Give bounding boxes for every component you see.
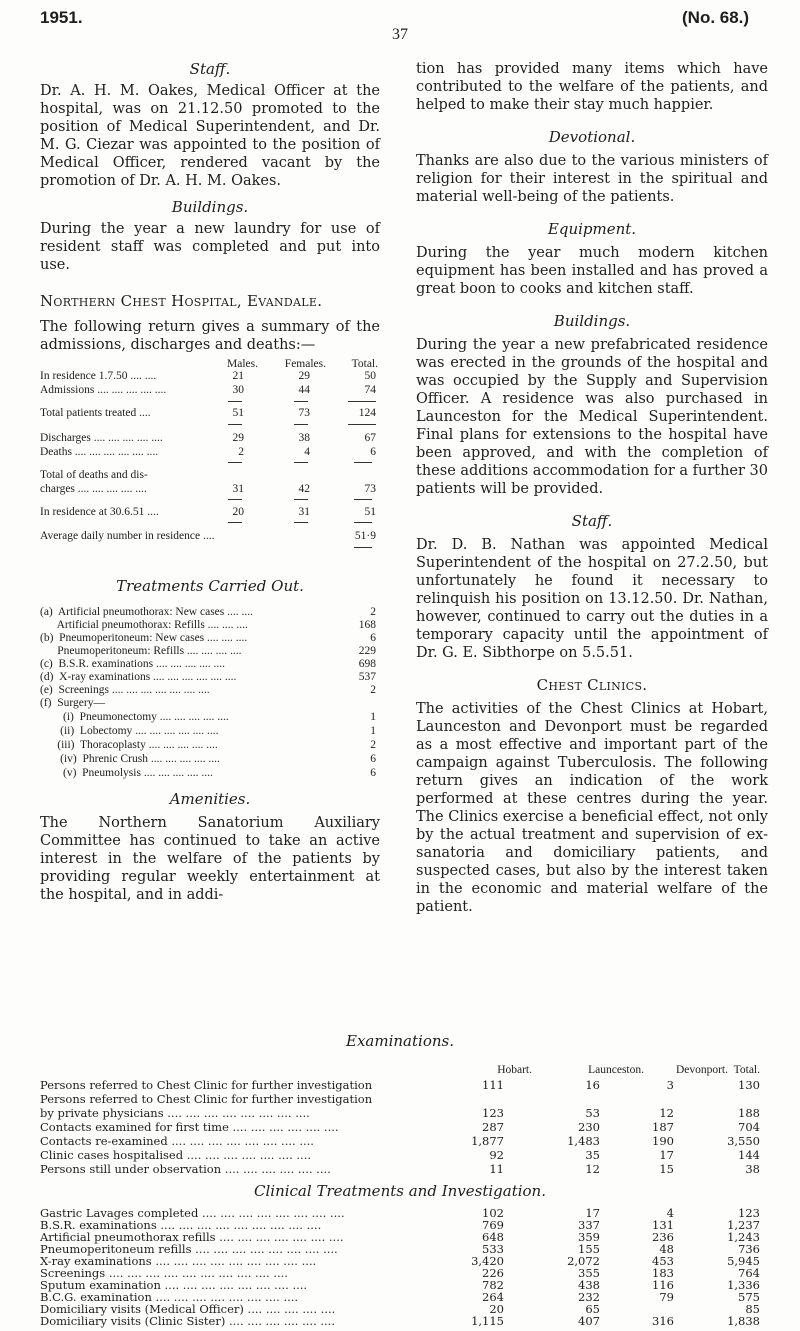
table-row: Total of deaths and dis- xyxy=(40,469,148,481)
col-launceston: Launceston. xyxy=(588,1064,644,1076)
list-item: (v) Pneumolysis .... .... .... .... .... 6 xyxy=(40,767,376,779)
buildings-paragraph: During the year a new laundry for use of resident staff was completed and put into use. xyxy=(40,221,380,273)
table-row: Admissions .... .... .... .... .... 30 44 74 xyxy=(40,384,376,396)
right-column xyxy=(416,60,768,916)
table-row: Discharges .... .... .... .... .... 29 38 67 xyxy=(40,432,376,444)
table-row: by private physicians .... .... .... .... .... .... .... .... 123 53 12 188 xyxy=(40,1106,760,1120)
table-row: Total patients treated .... 51 73 124 xyxy=(40,407,376,419)
rule xyxy=(294,522,308,523)
table-row: Contacts re-examined .... .... .... .... .... .... .... .... 1,877 1,483 190 3,550 xyxy=(40,1134,760,1148)
examinations-rows xyxy=(40,1078,800,1188)
devotional-heading: Devotional. xyxy=(548,128,636,146)
staff-heading: Staff. xyxy=(189,60,231,78)
table-row: X-ray examinations .... .... .... .... .... .... .... .... .... 3,420 2,072 453 5,945 xyxy=(40,1254,760,1268)
table-row: Artificial pneumothorax refills .... .... .... .... .... .... .... 648 359 236 1,243 xyxy=(40,1230,760,1244)
clinical-heading: Clinical Treatments and Investigation. xyxy=(254,1182,546,1200)
examinations-section xyxy=(0,1032,800,1050)
col-devonport: Devonport. xyxy=(675,1064,728,1076)
table-row: Gastric Lavages completed .... .... .... .... .... .... .... .... 102 17 4 123 xyxy=(40,1206,760,1220)
list-item: Pneumoperitoneum: Refills .... .... .... .... 229 xyxy=(40,645,376,657)
header-total: Total. xyxy=(351,358,378,370)
table-row: Sputum examination .... .... .... .... .... .... .... .... 782 438 116 1,336 xyxy=(40,1278,760,1292)
rule xyxy=(354,499,372,500)
left-column xyxy=(40,60,380,354)
rule xyxy=(354,547,372,548)
rule xyxy=(348,424,376,425)
table-row: In residence at 30.6.51 .... 20 31 51 xyxy=(40,506,376,518)
rule xyxy=(294,424,308,425)
clinics-heading: Chest Clinics. xyxy=(536,676,648,694)
publication-number: (No. 68.) xyxy=(682,8,750,27)
devotional-paragraph: Thanks are also due to the various ministers of religion for their interest in the spiritual and material well-being of the patients. xyxy=(416,153,768,205)
header-males: Males. xyxy=(227,358,258,370)
list-item: (d) X-ray examinations .... .... .... .... .... .... 537 xyxy=(40,671,376,683)
year-label: 1951. xyxy=(40,8,83,27)
table-row: B.C.G. examination .... .... .... .... .... .... .... .... 264 232 79 575 xyxy=(40,1290,760,1304)
list-item: (b) Pneumoperitoneum: New cases .... .... .... 6 xyxy=(40,632,376,644)
buildings-heading-right: Buildings. xyxy=(553,312,631,330)
rule xyxy=(228,462,242,463)
page-number: 37 xyxy=(392,26,408,43)
list-item: (ii) Lobectomy .... .... .... .... .... .... 1 xyxy=(40,725,376,737)
treatments-list xyxy=(40,606,380,796)
clinical-section xyxy=(0,1182,800,1200)
list-item: (a) Artificial pneumothorax: New cases .... .... 2 xyxy=(40,606,376,618)
buildings-paragraph-right: During the year a new prefabricated residence was erected in the grounds of the hospital and was occupied by the Supply and Supervision Officer. A residence was also purchased in Launceston for the Medical Superintendent. Final plans for extensions to the hospital have been approved, and with the completion of these additions accommodation for a further 30 patients will be provided. xyxy=(416,337,768,497)
table-row: Persons referred to Chest Clinic for further investigation 111 16 3 130 xyxy=(40,1078,760,1092)
rule xyxy=(228,522,242,523)
buildings-heading: Buildings. xyxy=(171,198,249,216)
rule xyxy=(228,424,242,425)
rule xyxy=(294,462,308,463)
clinical-table xyxy=(40,1206,800,1330)
hospital-intro: The following return gives a summary of the admissions, discharges and deaths:— xyxy=(40,319,380,353)
staff-paragraph-right: Dr. D. B. Nathan was appointed Medical Superintendent of the hospital on 27.2.50, but unfortunately he found it necessary to relinquish his position on 13.12.50. Dr. Nathan, however, continued to carry out the duties in a temporary capacity until the appointment of Dr. G. E. Sibthorpe on 5.5.51. xyxy=(416,537,768,661)
equipment-heading: Equipment. xyxy=(547,220,637,238)
staff-heading-right: Staff. xyxy=(571,512,613,530)
clinics-paragraph: The activities of the Chest Clinics at Hobart, Launceston and Devonport must be regarded as a most effective and important part of the campaign against Tuberculosis. The following return gives an indication of the work performed at these centres during the year. The Clinics exercise a beneficial effect, not only by the actual treatment and supervision of ex-sanatoria and domiciliary patients, and suspected cases, but also by the interest taken in the economic and material welfare of the patient. xyxy=(416,701,768,915)
table-row: B.S.R. examinations .... .... .... .... .... .... .... .... .... 769 337 131 1,237 xyxy=(40,1218,760,1232)
list-item: (c) B.S.R. examinations .... .... .... .... .... 698 xyxy=(40,658,376,670)
amenities-heading: Amenities. xyxy=(169,790,251,808)
examinations-heading: Examinations. xyxy=(346,1032,454,1050)
continuation-paragraph: tion has provided many items which have contributed to the welfare of the patients, and helped to make their stay much happier. xyxy=(416,61,768,113)
examinations-header-row xyxy=(40,1064,800,1078)
amenities-section xyxy=(40,790,380,904)
table-row: Pneumoperitoneum refills .... .... .... .... .... .... .... .... 533 155 48 736 xyxy=(40,1242,760,1256)
rule xyxy=(228,499,242,500)
list-item: (iii) Thoracoplasty .... .... .... .... .... 2 xyxy=(40,739,376,751)
list-item: Artificial pneumothorax: Refills .... .... .... 168 xyxy=(40,619,376,631)
table-row: charges .... .... .... .... .... 31 42 73 xyxy=(40,483,376,495)
table-row: Screenings .... .... .... .... .... .... .... .... .... .... 226 355 183 764 xyxy=(40,1266,760,1280)
rule xyxy=(228,401,242,402)
list-item: (e) Screenings .... .... .... .... .... .... .... 2 xyxy=(40,684,376,696)
col-total: Total. xyxy=(733,1064,760,1076)
list-item: (iv) Phrenic Crush .... .... .... .... .... 6 xyxy=(40,753,376,765)
table-row: In residence 1.7.50 .... .... 21 29 50 xyxy=(40,370,376,382)
table-row: Deaths .... .... .... .... .... .... 2 4 6 xyxy=(40,446,376,458)
table-row: Persons still under observation .... .... .... .... .... .... 11 12 15 38 xyxy=(40,1162,760,1176)
rule xyxy=(294,401,308,402)
table-row: Contacts examined for first time .... .... .... .... .... .... 287 230 187 704 xyxy=(40,1120,760,1134)
amenities-paragraph: The Northern Sanatorium Auxiliary Committee has continued to take an active interest in the welfare of the patients by providing regular weekly entertainment at the hospital, and in addi- xyxy=(40,815,380,903)
staff-paragraph: Dr. A. H. M. Oakes, Medical Officer at the hospital, was on 21.12.50 promoted to the position of Medical Superintendent, and Dr. M. G. Ciezar was appointed to the position of Medical Officer, rendered vacant by the promotion of Dr. A. H. M. Oakes. xyxy=(40,83,380,189)
summary-table xyxy=(40,358,380,568)
equipment-paragraph: During the year much modern kitchen equipment has been installed and has proved a great boon to cooks and kitchen staff. xyxy=(416,245,768,297)
rule xyxy=(294,499,308,500)
list-item: (f) Surgery— xyxy=(40,697,105,709)
header-females: Females. xyxy=(284,358,326,370)
rule xyxy=(354,522,372,523)
rule xyxy=(354,462,372,463)
list-item: (i) Pneumonectomy .... .... .... .... .... 1 xyxy=(40,711,376,723)
col-hobart: Hobart. xyxy=(497,1064,532,1076)
hospital-heading: Northern Chest Hospital, Evandale. xyxy=(40,292,323,310)
rule xyxy=(348,401,376,402)
table-row: Persons referred to Chest Clinic for further investigation xyxy=(40,1092,373,1106)
table-row: Clinic cases hospitalised .... .... .... .... .... .... .... 92 35 17 144 xyxy=(40,1148,760,1162)
average-row: Average daily number in residence .... 51·9 xyxy=(40,530,376,542)
table-row: Domiciliary visits (Clinic Sister) .... .... .... .... .... .... 1,115 407 316 1,838 xyxy=(40,1314,760,1328)
treatments-heading: Treatments Carried Out. xyxy=(116,577,304,595)
table-row: Domiciliary visits (Medical Officer) .... .... .... .... .... 20 65 85 xyxy=(40,1302,760,1316)
treatments-section xyxy=(40,577,380,595)
